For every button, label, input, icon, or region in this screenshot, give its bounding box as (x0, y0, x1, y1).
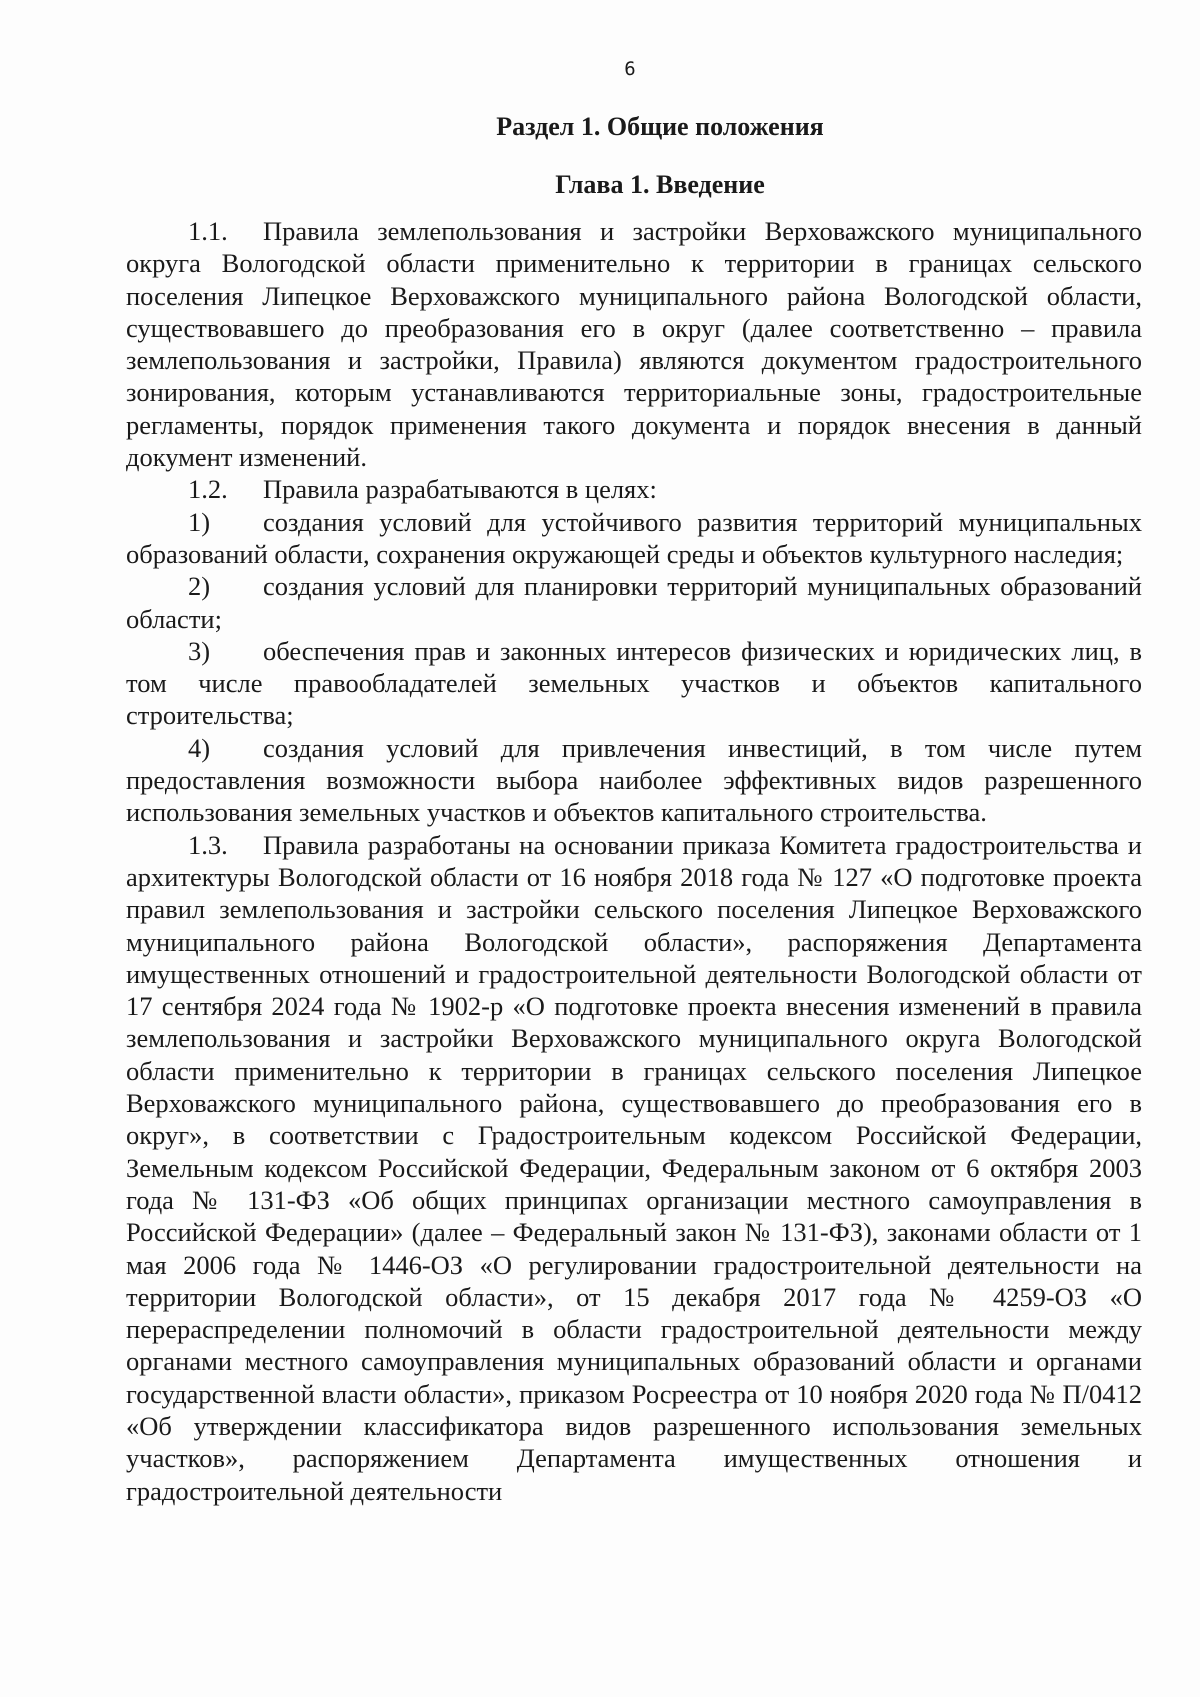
paragraph-number: 1.1. (188, 216, 228, 246)
list-item-number: 3) (188, 635, 211, 666)
chapter-title: Глава 1. Введение (555, 170, 765, 199)
list-item-number: 4) (188, 732, 211, 763)
page-number: 6 (624, 58, 636, 80)
paragraph-text: Правила разрабатываются в целях: (263, 474, 657, 505)
paragraph-1-1 (126, 215, 1142, 473)
paragraph-1-3 (126, 829, 1142, 1507)
document-body (126, 215, 1142, 1507)
paragraph-number: 1.2. (188, 474, 228, 505)
section-title: Раздел 1. Общие положения (496, 112, 824, 141)
list-item-4 (126, 732, 1142, 829)
list-item-number: 1) (188, 506, 211, 537)
list-item-text: создания условий для привлечения инвестиций, в том числе путем предоставления возможности выбора наиболее эффективных видов разрешенного использования земельных участков и объектов капитального строительства. (126, 732, 1142, 828)
paragraph-text: Правила разработаны на основании приказа Комитета градостроительства и архитектуры Вологодской области от 16 ноября 2018 года № 127 «О подготовке проекта правил землепользования и застройки сельского поселения Липецкое Верховажского муниципального района Вологодской области», распоряжения Департамента имущественных отношений и градостроительной деятельности Вологодской области от 17 сентября 2024 года № 1902-р «О подготовке проекта внесения изменений в правила землепользования и застройки Верховажского муниципального округа Вологодской области применительно к территории в границах сельского поселения Липецкое Верховажского муниципального района, существовавшего до преобразования его в округ», в соответствии с Градостроительным кодексом Российской Федерации, Земельным кодексом Российской Федерации, Федеральным законом от 6 октября 2003 года № 131-ФЗ «Об общих принципах организации местного самоуправления в Российской Федерации» (далее – Федеральный закон № 131-ФЗ), законами области от 1 мая 2006 года № 1446-ОЗ «О регулировании градостроительной деятельности на территории Вологодской области», от 15 декабря 2017 года № 4259-ОЗ «О перераспределении полномочий в области градостроительной деятельности между органами местного самоуправления муниципальных образований области и органами государственной власти области», приказом Росреестра от 10 ноября 2020 года № П/0412 «Об утверждении классификатора видов разрешенного использования земельных участков», распоряжением Департамента имущественных отношения и градостроительной деятельности (126, 829, 1142, 1506)
paragraph-1-2 (126, 473, 1142, 505)
list-item-text: создания условий для планировки территорий муниципальных образований области; (126, 571, 1142, 634)
list-item-number: 2) (188, 571, 211, 602)
paragraph-number: 1.3. (188, 829, 228, 860)
paragraph-text: Правила землепользования и застройки Верховажского муниципального округа Вологодской области применительно к территории в границах сельского поселения Липецкое Верховажского муниципального района Вологодской области, существовавшего до преобразования его в округ (далее соответственно – правила землепользования и застройки, Правила) являются документом градостроительного зонирования, которым устанавливаются территориальные зоны, градостроительные регламенты, порядок применения такого документа и порядок внесения в данный документ изменений. (126, 216, 1142, 473)
list-item-text: создания условий для устойчивого развития территорий муниципальных образований области, сохранения окружающей среды и объектов культурного наследия; (126, 506, 1142, 569)
list-item-3 (126, 635, 1142, 732)
list-item-text: обеспечения прав и законных интересов физических и юридических лиц, в том числе правообладателей земельных участков и объектов капитального строительства; (126, 635, 1142, 731)
list-item-2 (126, 570, 1142, 635)
list-item-1 (126, 506, 1142, 571)
